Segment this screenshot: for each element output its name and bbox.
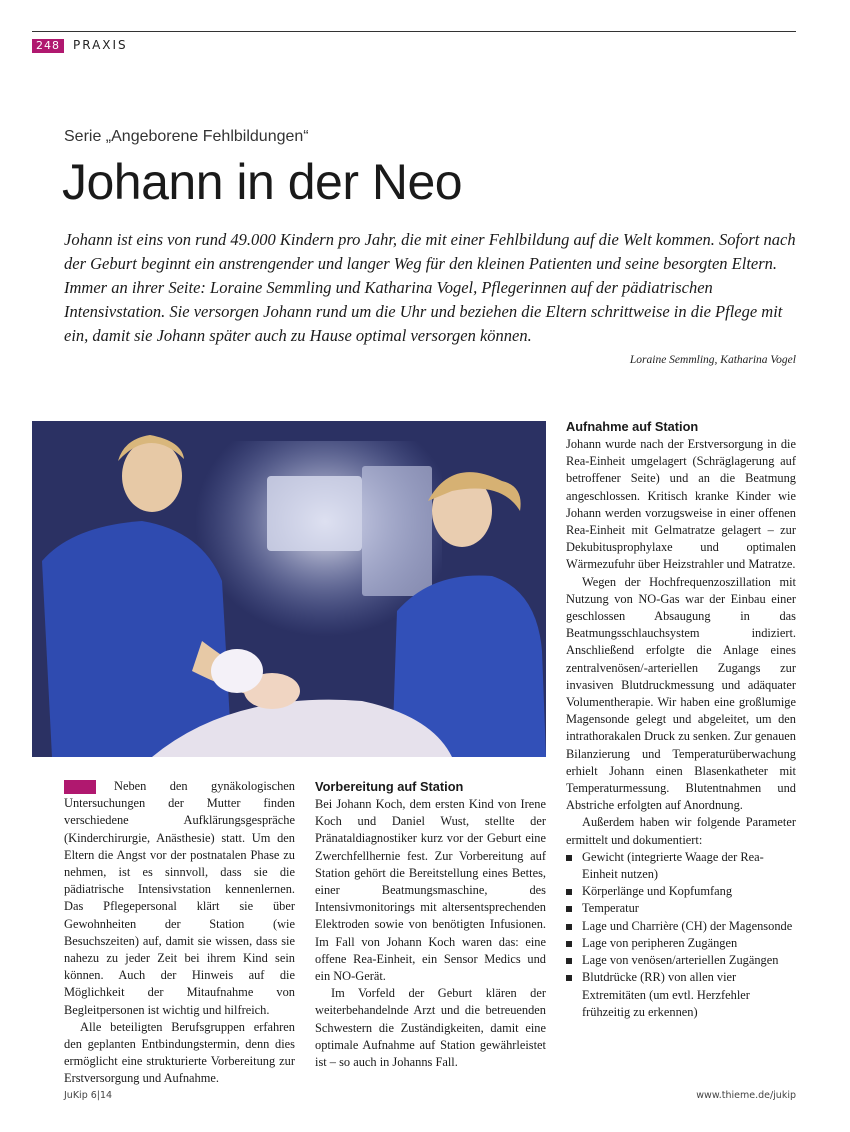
col3-paragraph-2: Wegen der Hochfrequenzoszillation mit Nutzung von NO-Gas war der Einbau einer geschlossen Absaugung in das Beatmungsschlauchsystem indiziert. Anschließend erfolgte die Anlage eines zentralvenösen/-arteriellen Zugangs zur invasiven Blutdruckmessung und adäquater Volumentherapie. Wir haben eine großlumige Magensonde gelegt und abgeleitet, um den intrathorakalen Druck zu senken. Zur genauen Bilanzierung und Temperaturüberwachung erhielt Johann einen Blasenkatheter mit Temperaturmessung. Blutentnahmen und Abstriche erfolgten auf Anordnung. (566, 574, 796, 813)
section-label: PRAXIS (73, 38, 128, 52)
header-rule (32, 31, 796, 32)
article-lead (64, 228, 800, 348)
list-item: Temperatur (566, 900, 796, 917)
column-1 (64, 778, 295, 1088)
footer-journal: JuKip 6|14 (64, 1090, 113, 1101)
list-item: Gewicht (integrierte Waage der Rea-Einheit nutzen) (566, 849, 796, 883)
col1-paragraph-1: Neben den gynäkologischen Untersuchungen der Mutter finden verschiedene Aufklärungsgespräche (Kinderchirurgie, Anästhesie) statt. Um den Eltern die Angst vor der postnatalen Phase zu nehmen, ist es sinnvoll, dass sie die pädiatrische Intensivstation kennenlernen. Das Pflegepersonal klärt sie über Gewohnheiten der Station (wie Besuchszeiten) auf, damit sie wissen, dass sie nahezu zu jeder Zeit bei ihrem Kind sein können. Auch der Hinweis auf die Möglichkeit der Mitaufnahme von Begleitpersonen ist wichtig und hilfreich. (64, 779, 295, 1017)
list-item: Lage von peripheren Zugängen (566, 935, 796, 952)
article-photo (32, 421, 546, 757)
col2-paragraph-2: Im Vorfeld der Geburt klären der weiterbehandelnde Arzt und die betreuenden Schwestern die Zuständigkeiten, damit eine optimale Aufnahme auf Station gewährleistet ist – so auch in Johanns Fall. (315, 986, 546, 1070)
col3-paragraph-1: Johann wurde nach der Erstversorgung in die Rea-Einheit umgelagert (Schräglagerung auf betroffener Seite) und an die Beatmung angeschlossen. Kritisch kranke Kinder wie Johann werden vorzugsweise in einer offenen Rea-Einheit mit Gelmatratze gelagert – zur Dekubitusprophylaxe und optimalen Wärmezufuhr über Heizstrahler und Matratze. (566, 437, 796, 572)
page-number: 248 (32, 39, 64, 53)
list-item: Blutdrücke (RR) von allen vier Extremitäten (um evtl. Herzfehler frühzeitig zu erkennen) (566, 969, 796, 1021)
article-series: Serie „Angeborene Fehlbildungen“ (64, 128, 309, 145)
col1-paragraph-2: Alle beteiligten Berufsgruppen erfahren den geplanten Entbindungstermin, denn dies ermöglicht eine strukturierte Vorbereitung zur Erstversorgung und Aufnahme. (64, 1019, 295, 1086)
lead-text: Johann ist eins von rund 49.000 Kindern pro Jahr, die mit einer Fehlbildung auf die Welt kommen. Sofort nach der Geburt beginnt ein anstrengender und langer Weg für den kleinen Patienten und seine besorgten Eltern. Immer an ihrer Seite: Loraine Semmling und Katharina Vogel, Pflegerinnen auf der pädiatrischen Intensivstation. Sie versorgen Johann rund um die Uhr und beziehen die Eltern schrittweise in die Pflege mit ein, damit sie Johann später auch zu Hause optimal versorgen können. (64, 230, 796, 345)
column-2 (315, 778, 546, 1071)
list-item: Körperlänge und Kopfumfang (566, 883, 796, 900)
parameter-list (566, 849, 796, 1021)
photo-illustration (32, 421, 546, 757)
col2-paragraph-1: Bei Johann Koch, dem ersten Kind von Irene Koch und Daniel Wust, stellte der Pränataldiagnostiker kurz vor der Geburt eine Zwerchfellhernie fest. Zur Vorbereitung auf Station gehört die Bereitstellung eines Bettes, einer Beatmungsmaschine, des Intensivmonitorings mit altersentsprechenden Elektroden sowie von benötigten Infusionen. Im Fall von Johann Koch waren das: eine offene Rea-Einheit, ein Sensor Medics und ein NO-Gerät. (315, 797, 546, 984)
intro-marker (64, 780, 96, 794)
col3-paragraph-3: Außerdem haben wir folgende Parameter ermittelt und dokumentiert: (566, 815, 796, 847)
column-3 (566, 418, 796, 1021)
col2-heading: Vorbereitung auf Station (315, 779, 464, 794)
article-title: Johann in der Neo (62, 154, 463, 210)
col3-heading: Aufnahme auf Station (566, 419, 699, 434)
list-item: Lage von venösen/arteriellen Zugängen (566, 952, 796, 969)
list-item: Lage und Charrière (CH) der Magensonde (566, 918, 796, 935)
article-authors: Loraine Semmling, Katharina Vogel (629, 354, 796, 366)
footer-url[interactable]: www.thieme.de/jukip (696, 1090, 796, 1101)
